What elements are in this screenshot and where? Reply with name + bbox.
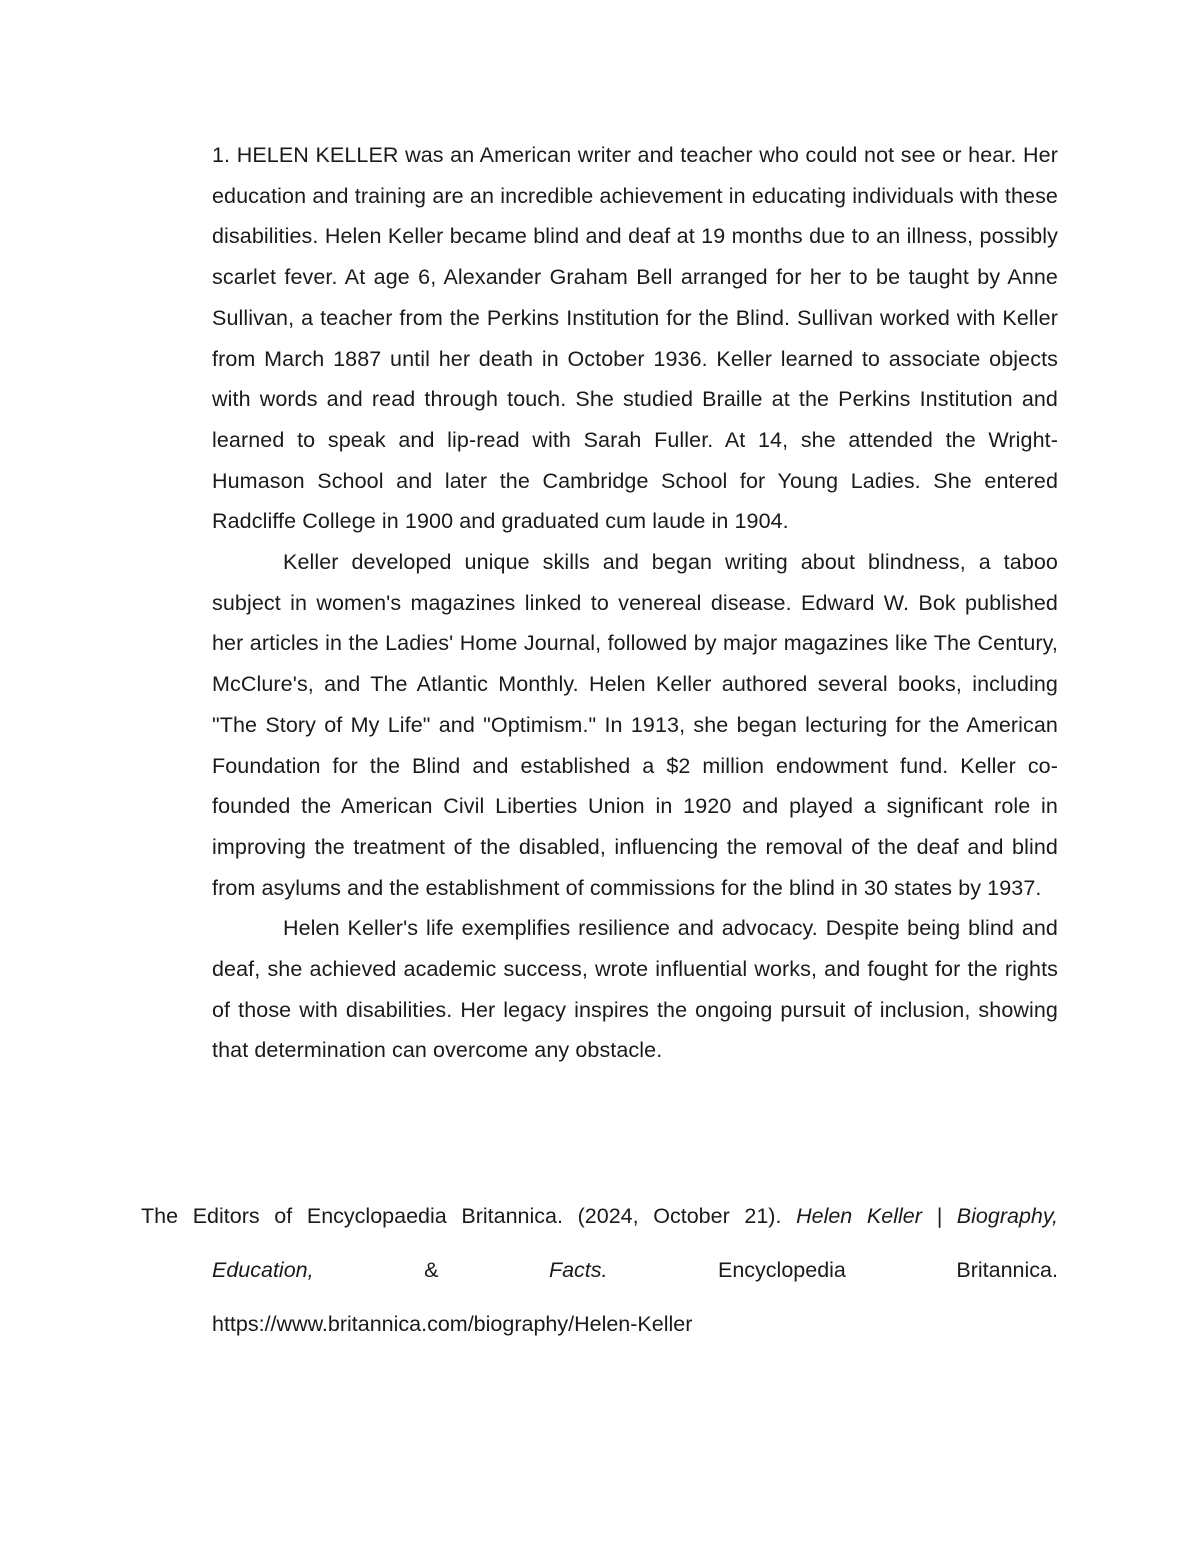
reference-title-part2: Education, (212, 1258, 314, 1282)
reference-ampersand: & (424, 1258, 439, 1282)
reference-line-2 (212, 1243, 1058, 1297)
reference-authors-date: The Editors of Encyclopaedia Britannica. (2024, October 21). (141, 1204, 797, 1228)
paragraph-2: Keller developed unique skills and began writing about blindness, a taboo subject in women's magazines linked to venereal disease. Edward W. Bok published her articles in the Ladies' Home Journal, followed by major magazines like The Century, McClure's, and The Atlantic Monthly. Helen Keller authored several books, including "The Story of My Life" and "Optimism." In 1913, she began lecturing for the American Foundation for the Blind and established a $2 million endowment fund. Keller co-founded the American Civil Liberties Union in 1920 and played a significant role in improving the treatment of the disabled, influencing the removal of the deaf and blind from asylums and the establishment of commissions for the blind in 30 states by 1937. (212, 550, 1058, 900)
reference-publisher-word1: Encyclopedia (718, 1258, 846, 1282)
reference-publisher-word2: Britannica. (956, 1258, 1058, 1282)
essay-body (212, 135, 1058, 1071)
paragraph-1: 1. HELEN KELLER was an American writer and teacher who could not see or hear. Her education and training are an incredible achievement in educating individuals with these disabilities. Helen Keller became blind and deaf at 19 months due to an illness, possibly scarlet fever. At age 6, Alexander Graham Bell arranged for her to be taught by Anne Sullivan, a teacher from the Perkins Institution for the Blind. Sullivan worked with Keller from March 1887 until her death in October 1936. Keller learned to associate objects with words and read through touch. She studied Braille at the Perkins Institution and learned to speak and lip-read with Sarah Fuller. At 14, she attended the Wright-Humason School and later the Cambridge School for Young Ladies. She entered Radcliffe College in 1900 and graduated cum laude in 1904. (212, 143, 1058, 534)
paragraph-3: Helen Keller's life exemplifies resilience and advocacy. Despite being blind and deaf, she achieved academic success, wrote influential works, and fought for the rights of those with disabilities. Her legacy inspires the ongoing pursuit of inclusion, showing that determination can overcome any obstacle. (212, 916, 1058, 1063)
reference-line-1 (141, 1189, 1058, 1243)
reference-title-part3: Facts. (548, 1258, 608, 1282)
reference-url[interactable]: https://www.britannica.com/biography/Helen-Keller (212, 1312, 693, 1336)
reference-title-part1: Helen Keller | Biography, (796, 1204, 1058, 1228)
reference-entry (141, 1189, 1058, 1351)
